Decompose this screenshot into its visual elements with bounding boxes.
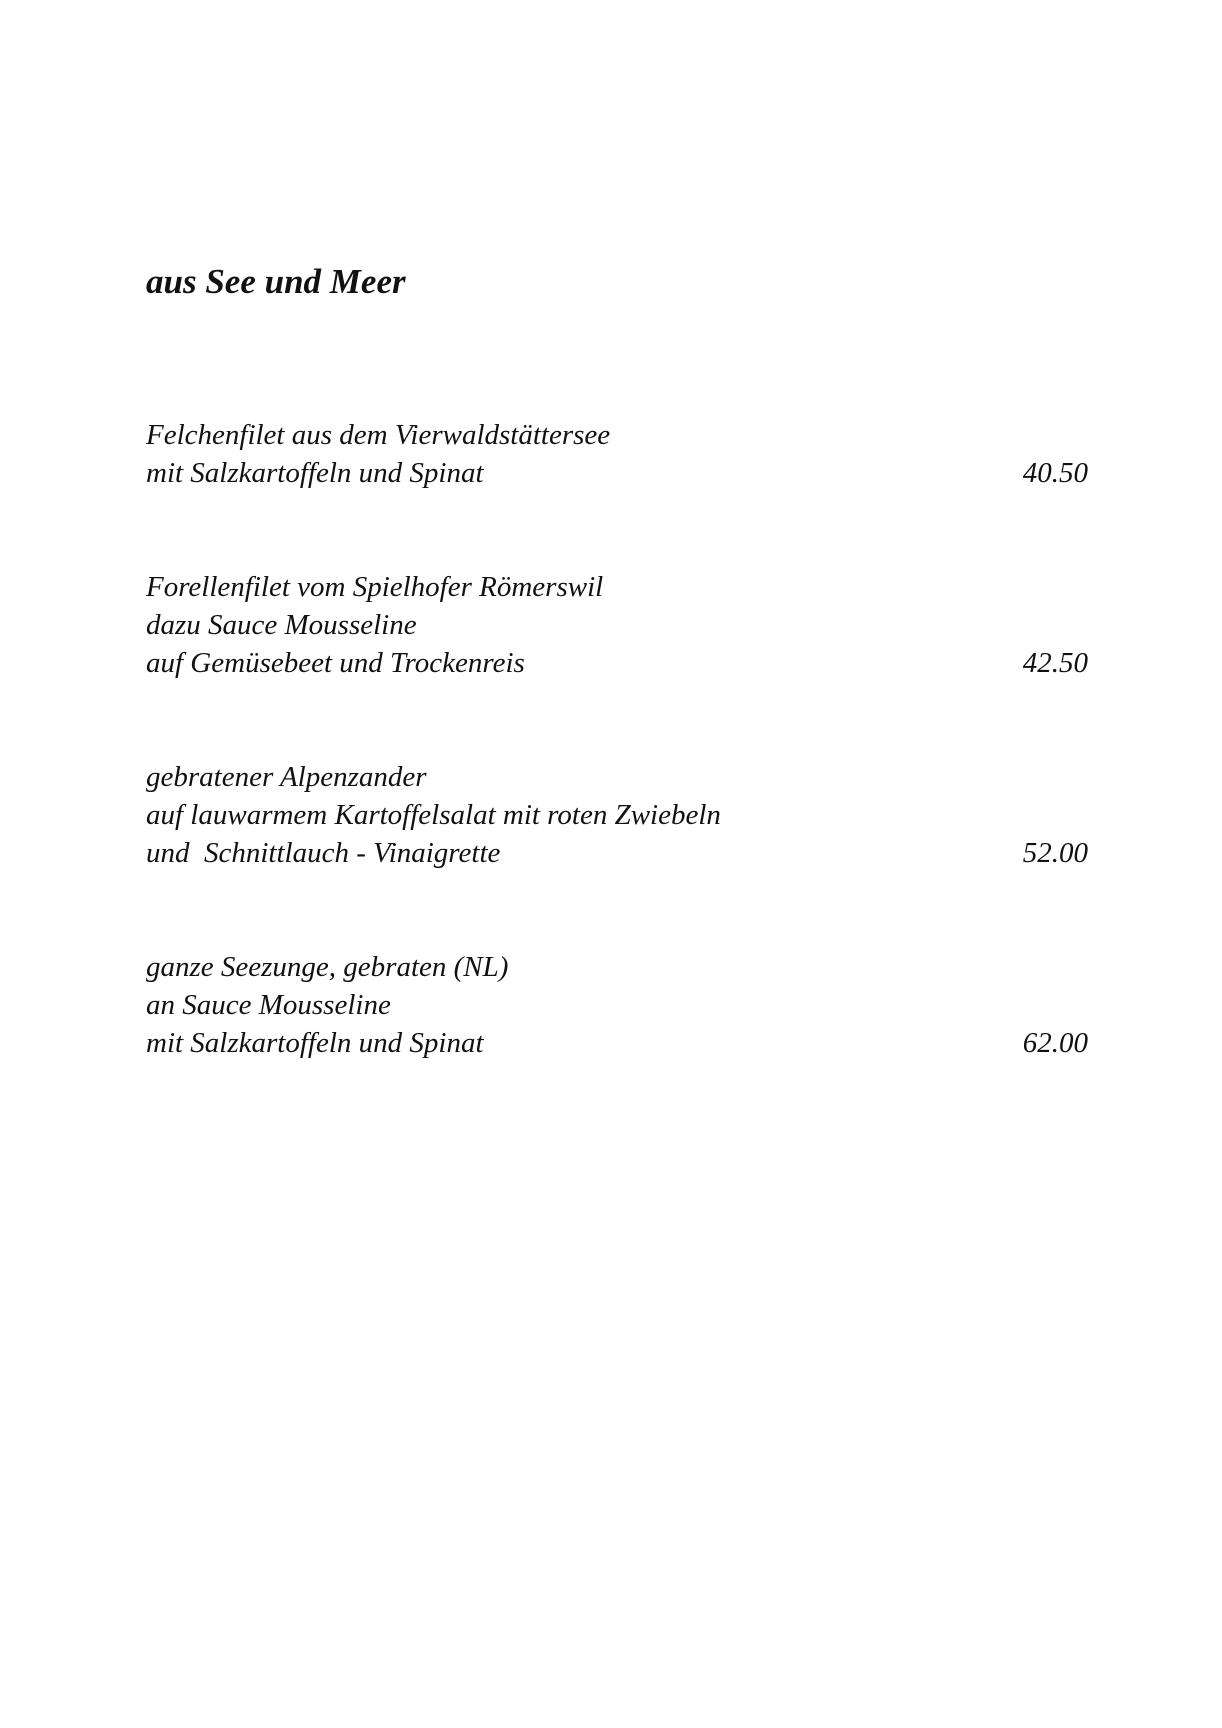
menu-item-description (146, 758, 1088, 872)
menu-item-seezunge (146, 948, 1088, 1062)
menu-item-description (146, 568, 1088, 682)
menu-item-price: 52.00 (1022, 837, 1088, 869)
section-title: aus See und Meer (146, 262, 406, 301)
menu-item-description (146, 416, 1088, 492)
menu-item-alpenzander (146, 758, 1088, 872)
menu-item-line: mit Salzkartoffeln und Spinat (146, 457, 484, 489)
menu-item-line: auf Gemüsebeet und Trockenreis (146, 647, 525, 679)
menu-item-description (146, 948, 1088, 1062)
menu-item-line: ganze Seezunge, gebraten (NL) (146, 951, 509, 983)
menu-item-price: 42.50 (1022, 647, 1088, 679)
menu-item-line: an Sauce Mousseline (146, 989, 391, 1021)
menu-item-line: gebratener Alpenzander (146, 761, 427, 793)
menu-item-price: 62.00 (1022, 1027, 1088, 1059)
menu-item-line: Felchenfilet aus dem Vierwaldstättersee (146, 419, 611, 451)
menu-item-line: auf lauwarmem Kartoffelsalat mit roten Zwiebeln (146, 799, 721, 831)
menu-item-line: mit Salzkartoffeln und Spinat (146, 1027, 484, 1059)
menu-item-line: Forellenfilet vom Spielhofer Römerswil (146, 571, 604, 603)
menu-item-forellenfilet (146, 568, 1088, 682)
menu-item-price: 40.50 (1022, 457, 1088, 489)
menu-item-line: dazu Sauce Mousseline (146, 609, 417, 641)
menu-item-felchenfilet (146, 416, 1088, 492)
menu-item-line: und Schnittlauch - Vinaigrette (146, 837, 501, 869)
